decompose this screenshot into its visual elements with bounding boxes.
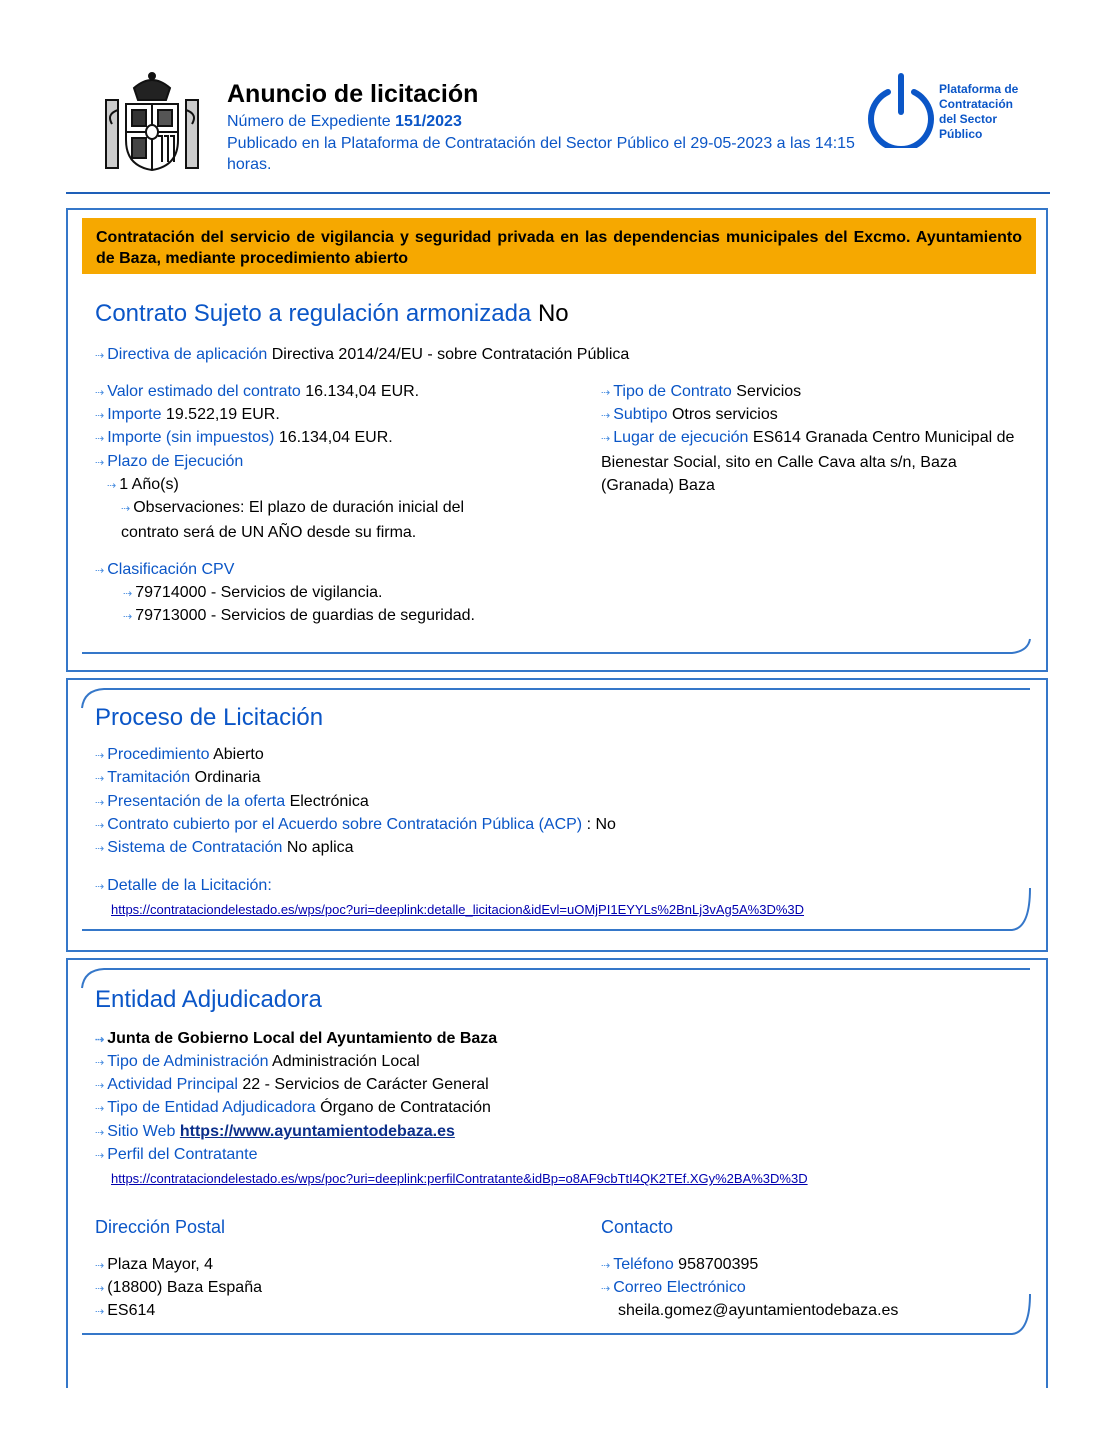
cpv-item: ⇢ 79714000 - Servicios de vigilancia. (123, 584, 383, 601)
tipo-admin-row: ⇢ Tipo de Administración Administración Local (95, 1053, 420, 1070)
telefono-row: ⇢ Teléfono 958700395 (601, 1256, 759, 1273)
web-link[interactable]: https://www.ayuntamientodebaza.es (179, 1123, 455, 1140)
arrow-icon: ⇢ (95, 1260, 105, 1272)
web-row: ⇢ Sitio Web https://www.ayuntamientodebaza.es (95, 1123, 455, 1140)
acp-row: ⇢ Contrato cubierto por el Acuerdo sobre Contratación Pública (ACP) : No (95, 816, 616, 833)
arrow-icon: ⇢ (95, 410, 105, 422)
page-title: Anuncio de licitación (227, 80, 479, 108)
presentacion-row: ⇢ Presentación de la oferta Electrónica (95, 793, 369, 810)
actividad-row: ⇢ Actividad Principal 22 - Servicios de Carácter General (95, 1076, 489, 1093)
cpv-row: ⇢ Clasificación CPV (95, 561, 235, 578)
perfil-link[interactable]: https://contrataciondelestado.es/wps/poc?uri=deeplink:perfilContratante&idBp=o8AF9cbTtI4QK2TEf.XGy%2BA%3D%3D (111, 1171, 808, 1186)
arrow-icon: ⇢ (95, 565, 105, 577)
arrow-icon: ⇢ (95, 1034, 105, 1046)
expediente-number (227, 113, 462, 131)
arrow-icon: ⇢ (95, 457, 105, 469)
arrow-icon: ⇢ (95, 350, 105, 362)
arrow-icon: ⇢ (95, 1306, 105, 1318)
direccion-line: ⇢ (18800) Baza España (95, 1279, 262, 1296)
decorative-swoosh (82, 635, 1034, 657)
coat-of-arms-logo (104, 70, 200, 174)
proceso-section (66, 678, 1048, 952)
procedimiento-row: ⇢ Procedimiento Abierto (95, 746, 264, 763)
observaciones-row: ⇢ Observaciones: El plazo de duración inicial del contrato será de UN AÑO desde su firma. (121, 499, 465, 541)
arrow-icon: ⇢ (95, 773, 105, 785)
expediente-label: Número de Expediente (227, 113, 391, 130)
arrow-icon: ⇢ (95, 1150, 105, 1162)
plazo-value-row: ⇢ 1 Año(s) (107, 476, 179, 493)
importe-row: ⇢ Importe 19.522,19 EUR. (95, 406, 280, 423)
expediente-value: 151/2023 (395, 113, 462, 130)
arrow-icon: ⇢ (123, 588, 133, 600)
tramitacion-row: ⇢ Tramitación Ordinaria (95, 769, 261, 786)
contract-banner: Contratación del servicio de vigilancia y seguridad privada en las dependencias municipales del Excmo. Ayuntamiento de Baza, mediante procedimiento abierto (82, 218, 1036, 274)
detalle-link[interactable]: https://contrataciondelestado.es/wps/poc?uri=deeplink:detalle_licitacion&idEvl=uOMjPI1EYYLs%2BnLj3vAg5A%3D%3D (111, 902, 805, 917)
decorative-swoosh (82, 1290, 1034, 1338)
arrow-icon: ⇢ (95, 750, 105, 762)
entidad-section (66, 958, 1048, 1388)
contract-section (66, 208, 1048, 672)
header-divider (66, 192, 1050, 194)
arrow-icon: ⇢ (95, 1103, 105, 1115)
entidad-title: Entidad Adjudicadora (95, 986, 322, 1013)
arrow-icon: ⇢ (95, 1283, 105, 1295)
arrow-icon: ⇢ (601, 1283, 611, 1295)
subtipo-row: ⇢ Subtipo Otros servicios (601, 406, 778, 423)
decorative-swoosh (82, 880, 1034, 934)
arrow-icon: ⇢ (601, 1260, 611, 1272)
arrow-icon: ⇢ (601, 387, 611, 399)
perfil-link-row (111, 1167, 808, 1190)
arrow-icon: ⇢ (121, 503, 131, 515)
arrow-icon: ⇢ (95, 881, 105, 893)
arrow-icon: ⇢ (601, 410, 611, 422)
arrow-icon: ⇢ (95, 433, 105, 445)
tipo-contrato-row: ⇢ Tipo de Contrato Servicios (601, 383, 802, 400)
perfil-row: ⇢ Perfil del Contratante (95, 1146, 258, 1163)
correo-value: sheila.gomez@ayuntamientodebaza.es (618, 1302, 899, 1319)
directiva-row: ⇢ Directiva de aplicación Directiva 2014/24/EU - sobre Contratación Pública (95, 346, 630, 363)
arrow-icon: ⇢ (95, 1057, 105, 1069)
publication-date: Publicado en la Plataforma de Contratación del Sector Público el 29-05-2023 a las 14:15 horas. (227, 135, 855, 173)
contacto-title: Contacto (601, 1217, 674, 1237)
arrow-icon: ⇢ (95, 387, 105, 399)
proceso-title: Proceso de Licitación (95, 704, 324, 731)
arrow-icon: ⇢ (107, 480, 117, 492)
arrow-icon: ⇢ (95, 797, 105, 809)
direccion-line: ⇢ Plaza Mayor, 4 (95, 1256, 214, 1273)
plazo-row: ⇢ Plazo de Ejecución (95, 453, 244, 470)
direccion-title: Dirección Postal (95, 1217, 226, 1237)
importe-sin-row: ⇢ Importe (sin impuestos) 16.134,04 EUR. (95, 429, 393, 446)
entidad-name-row: ⇢ Junta de Gobierno Local del Ayuntamiento de Baza (95, 1030, 498, 1047)
platform-logo-text: Plataforma de Contratación del Sector Público (939, 82, 1019, 141)
tipo-entidad-row: ⇢ Tipo de Entidad Adjudicadora Órgano de Contratación (95, 1099, 491, 1116)
direccion-line: ⇢ ES614 (95, 1302, 156, 1319)
arrow-icon: ⇢ (95, 843, 105, 855)
contract-title: Contrato Sujeto a regulación armonizada No (95, 300, 569, 327)
arrow-icon: ⇢ (95, 1080, 105, 1092)
arrow-icon: ⇢ (123, 611, 133, 623)
cpv-item: ⇢ 79713000 - Servicios de guardias de seguridad. (123, 607, 475, 624)
sistema-row: ⇢ Sistema de Contratación No aplica (95, 839, 354, 856)
arrow-icon: ⇢ (601, 433, 611, 445)
arrow-icon: ⇢ (95, 1127, 105, 1139)
correo-row: ⇢ Correo Electrónico (601, 1279, 746, 1296)
lugar-row: ⇢ Lugar de ejecución ES614 Granada Centro Municipal de Bienestar Social, sito en Calle Cava alta s/n, Baza (Granada) Baza (601, 429, 1015, 494)
arrow-icon: ⇢ (95, 820, 105, 832)
detalle-row: ⇢ Detalle de la Licitación: (95, 877, 272, 894)
valor-row: ⇢ Valor estimado del contrato 16.134,04 EUR. (95, 383, 420, 400)
